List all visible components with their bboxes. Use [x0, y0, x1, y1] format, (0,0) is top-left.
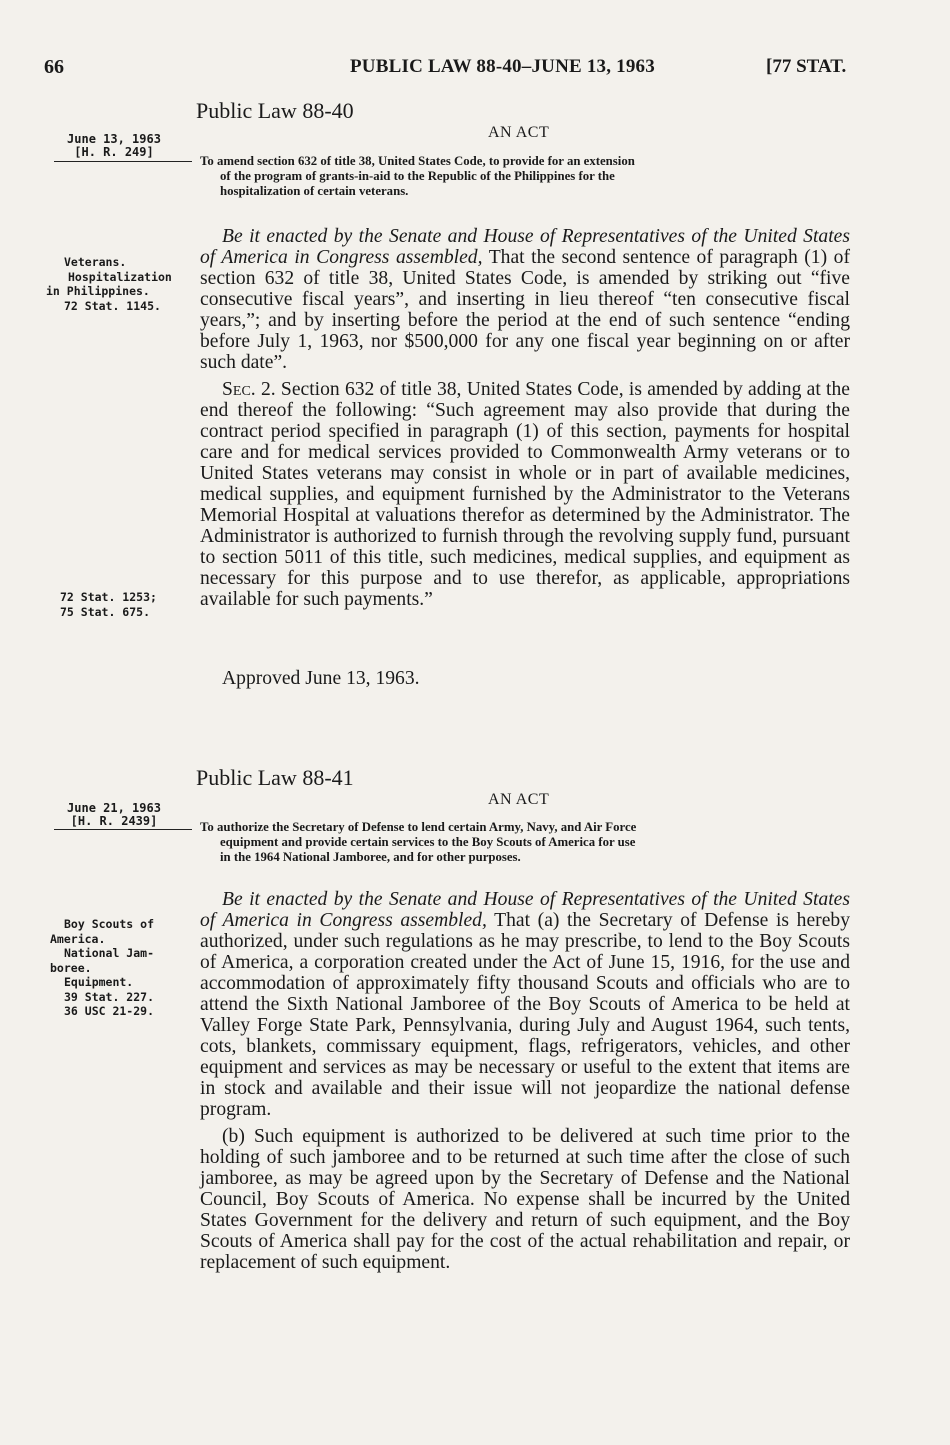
law2-sec-b-text: (b) Such equipment is authorized to be delivered at such time prior to the holding of such jamboree and to be returned at such time after the close of such jamboree, as may be agreed upon by the Secretary of Defense and the National Council, Boy Scouts of America. No expense shall be incurred by the United States Government for the delivery and return of such equipment, and the Boy Scouts of America shall pay for the cost of the actual rehabilitation and repair, or replacement of such equipment. [200, 1126, 850, 1273]
law-title-88-41: Public Law 88-41 [196, 765, 354, 790]
law2-purpose-line: To authorize the Secretary of Defense to lend certain Army, Navy, and Air Force [200, 820, 637, 834]
law2-bill: [H. R. 2439] [70, 814, 158, 828]
sidenote-line: Veterans. [64, 255, 127, 269]
law2-purpose [200, 820, 850, 865]
law2-an-act: AN ACT [488, 791, 550, 808]
enacting-clause: Be it enacted by the Senate and House of Representatives of the United States of America in Congress assembled, [200, 226, 850, 268]
page-number: 66 [44, 56, 64, 78]
sidenote-line: boree. [50, 960, 92, 975]
law1-sec2-text: Section 632 of title 38, United States Code, is amended by adding at the end thereof the following: “Such agreement may also provide that during the contract period specified in paragraph (1) of this section, payments for hospital care and for medical services provided to Commonwealth Army veterans or to United States veterans may consist in whole or in part of available medicines, medical supplies, and equipment furnished by the Administrator to the Veterans Memorial Hospital at valuations therefor as determined by the Administrator. The Administrator is authorized to furnish through the revolving supply fund, pursuant to section 5011 of this title, such medicines, medical supplies, and equipment as necessary for this purpose and to use therefor, as applicable, appropriations available for such payments.” [200, 379, 850, 610]
law2-sec-a-text: That (a) the Secretary of Defense is hereby authorized, under such regulations as he may prescribe, to lend to the Boy Scouts of America, a corporation created under the Act of June 15, 1916, for the use and accommodation of approximately fifty thousand Scouts and officials who are to attend the Sixth National Jamboree of the Boy Scouts of America to be held at Valley Forge State Park, Pennsylvania, during July and August 1964, such tents, cots, blankets, commissary equipment, flags, refrigerators, vehicles, and other equipment and services as may be necessary or useful to the extent that items are in stock and available and their issue will not jeopardize the national defense program. [200, 910, 850, 1120]
law1-section-2 [200, 379, 850, 610]
law1-approved: Approved June 13, 1963. [222, 668, 420, 689]
sidenote-line: 75 Stat. 675. [60, 604, 151, 619]
law1-margin-rule [54, 161, 192, 162]
sidenote-line: Equipment. [64, 975, 134, 989]
law2-purpose-line: equipment and provide certain services to the Boy Scouts of America for use [220, 835, 636, 849]
sidenote-line: Hospitalization [68, 269, 172, 284]
stat-volume: [77 STAT. [766, 56, 847, 77]
law2-section-b [200, 1126, 850, 1273]
law2-section-a [200, 889, 850, 1120]
sidenote-line: America. [50, 931, 106, 946]
sidenote-line: 72 Stat. 1253; [60, 590, 157, 604]
sidenote-line: 36 USC 21-29. [64, 1004, 155, 1018]
sec2-label: Sec. 2. [222, 379, 276, 400]
law1-sidenote [44, 255, 184, 313]
law2-margin-rule [54, 829, 192, 830]
law2-margin-date [54, 802, 174, 828]
law1-purpose-line: hospitalization of certain veterans. [220, 184, 409, 198]
law1-sidenote-2 [44, 590, 184, 619]
law1-margin-date [54, 133, 174, 159]
law1-purpose [200, 154, 850, 199]
law2-sidenote [44, 917, 184, 1019]
sidenote-line: in Philippines. [46, 284, 150, 298]
law1-purpose-line: To amend section 632 of title 38, United States Code, to provide for an extension [200, 154, 635, 168]
law1-section-1 [200, 226, 850, 373]
sidenote-line: 72 Stat. 1145. [64, 298, 161, 313]
law-title-88-40: Public Law 88-40 [196, 98, 354, 123]
sidenote-line: National Jam- [64, 946, 155, 960]
law1-body [200, 226, 850, 610]
sidenote-line: Boy Scouts of [64, 917, 155, 931]
law1-purpose-line: of the program of grants-in-aid to the Republic of the Philippines for the [220, 169, 615, 183]
law1-sec1-text: That the second sentence of paragraph (1) of section 632 of title 38, United States Code, is amended by striking out “five consecutive fiscal years”, and inserting in lieu thereof “ten consecutive fiscal years,”; and by inserting before the period at the end of such sentence “ending before July 1, 1963, nor $500,000 for any one fiscal year beginning on or after such date”. [200, 247, 850, 373]
law1-date: June 13, 1963 [67, 132, 161, 146]
law2-date: June 21, 1963 [67, 801, 161, 815]
running-head: PUBLIC LAW 88-40–JUNE 13, 1963 [350, 56, 655, 77]
law1-an-act: AN ACT [488, 124, 550, 141]
law2-purpose-line: in the 1964 National Jamboree, and for other purposes. [220, 850, 521, 864]
sidenote-line: 39 Stat. 227. [64, 989, 155, 1004]
enacting-clause: Be it enacted by the Senate and House of Representatives of the United States of America in Congress assembled, [200, 889, 850, 931]
law2-body [200, 889, 850, 1273]
law1-bill: [H. R. 249] [74, 145, 154, 159]
